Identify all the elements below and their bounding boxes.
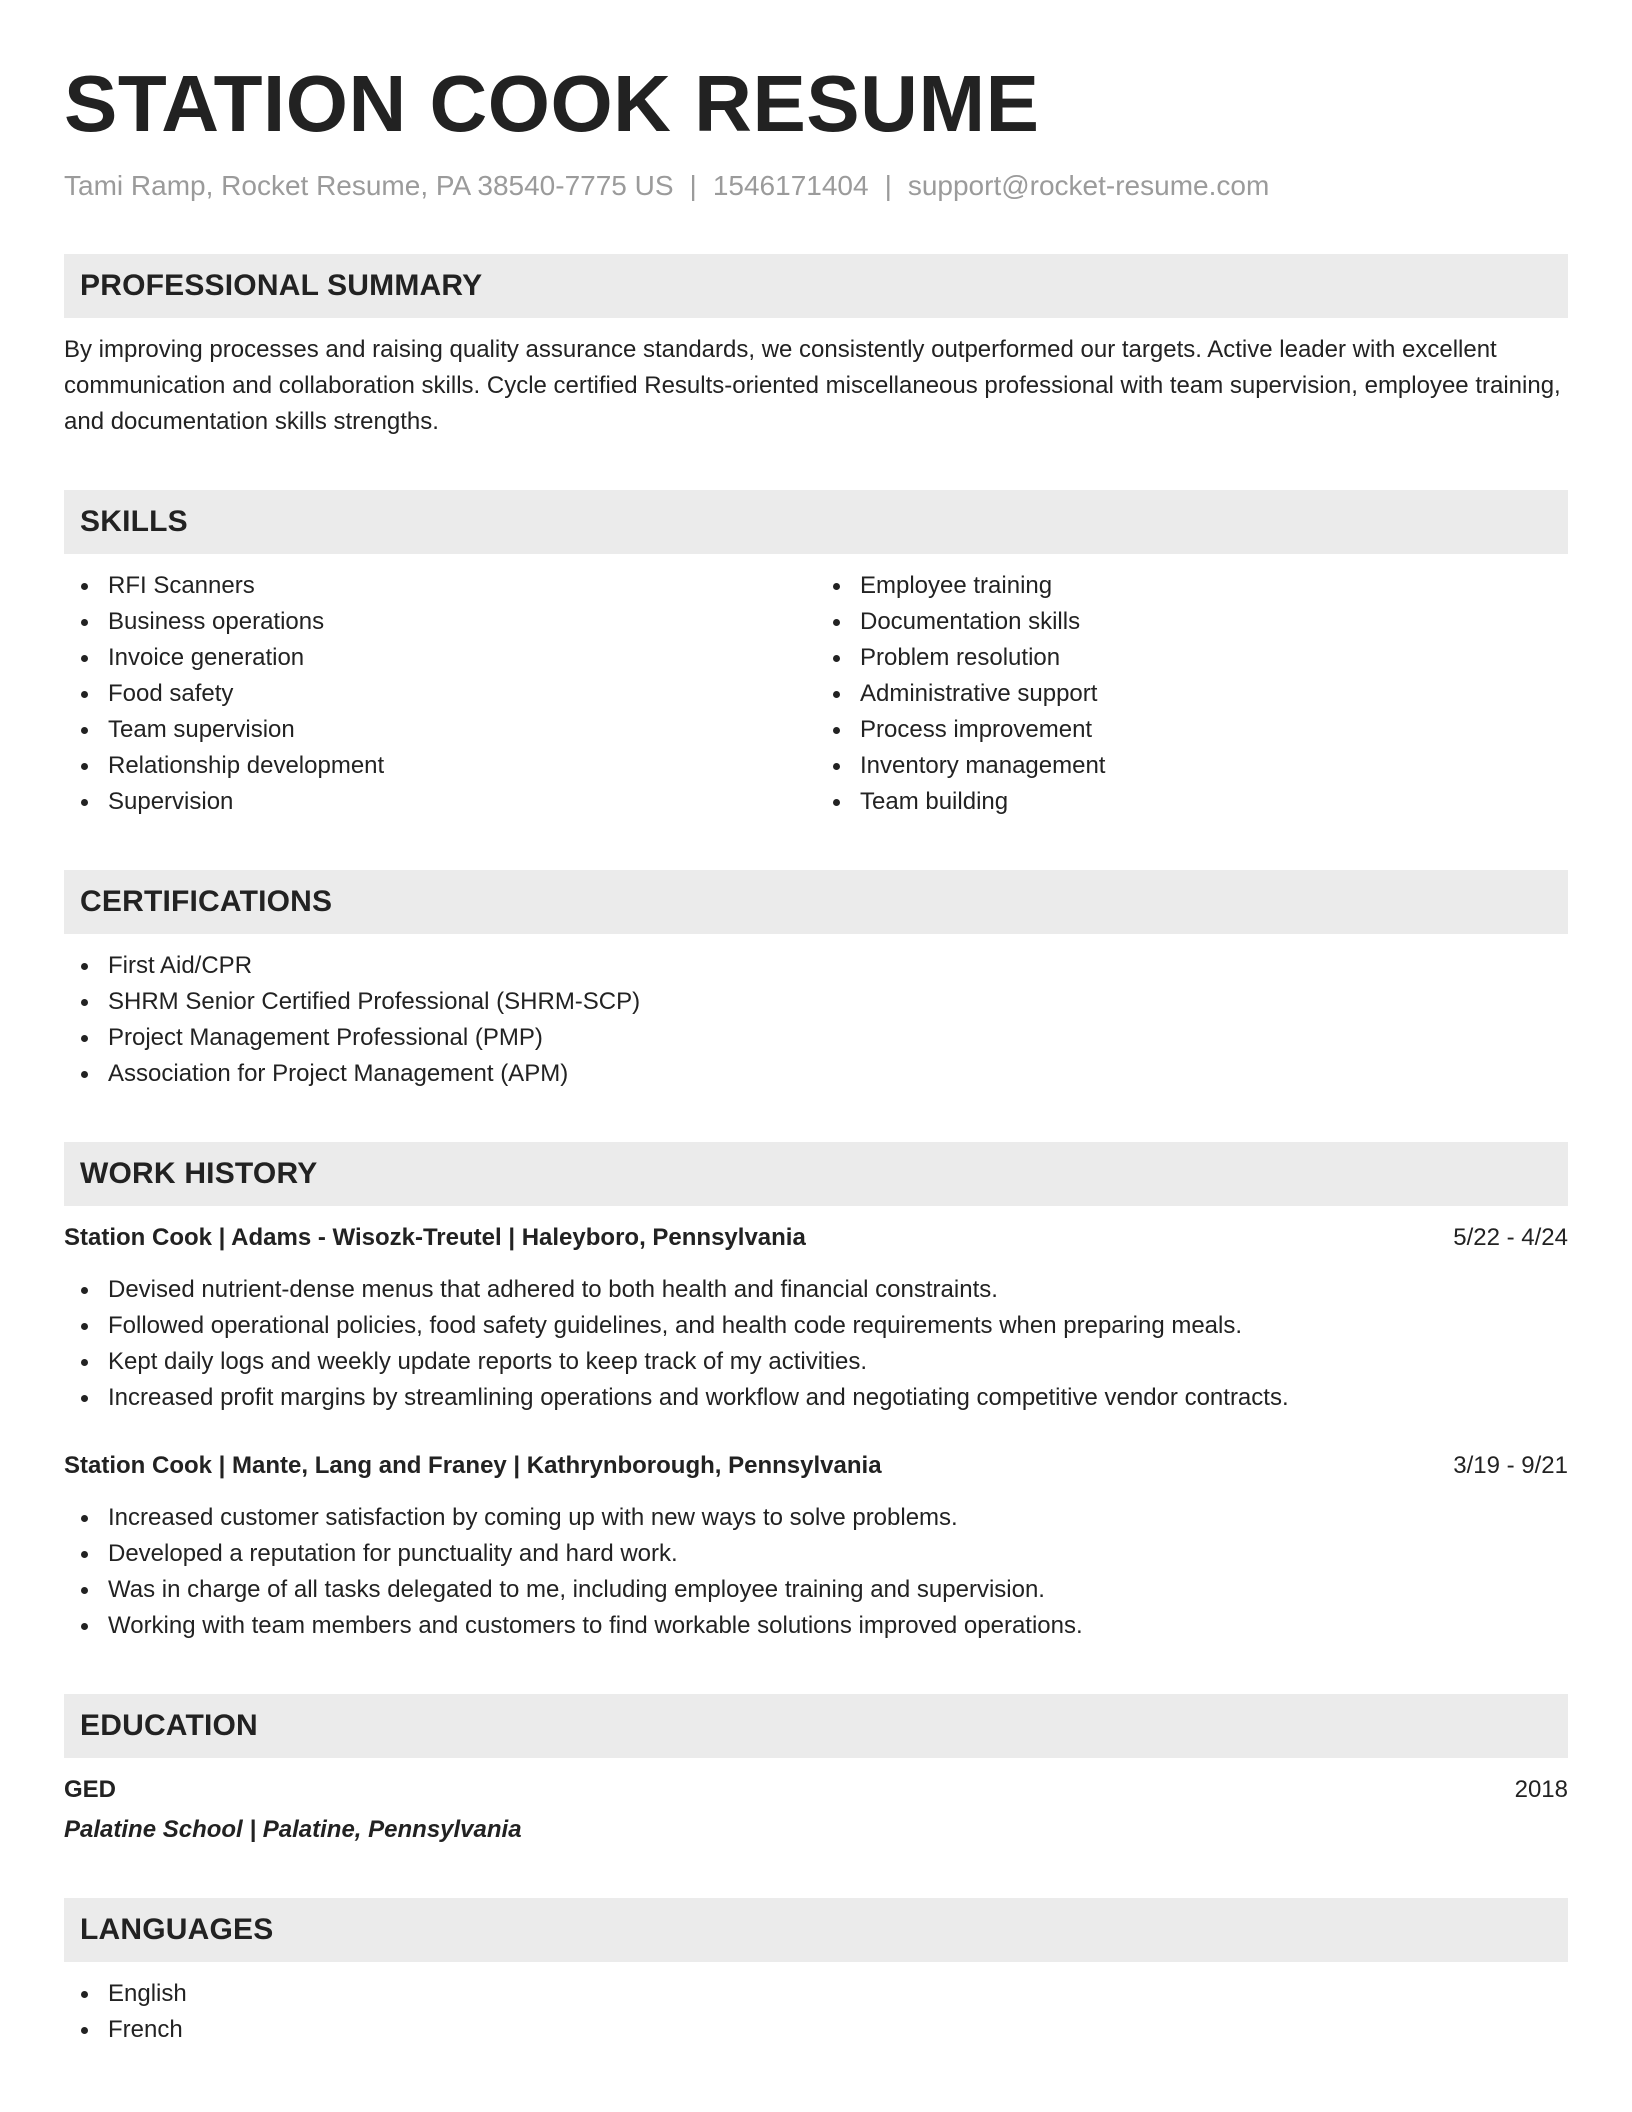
list-item: Administrative support: [860, 676, 1568, 712]
list-item: Association for Project Management (APM): [108, 1056, 1568, 1092]
list-item: RFI Scanners: [108, 568, 816, 604]
contact-separator: |: [689, 170, 697, 201]
education-degree: GED: [64, 1776, 117, 1803]
job-dates: 3/19 - 9/21: [1453, 1452, 1568, 1479]
list-item: Documentation skills: [860, 604, 1568, 640]
job-entry: [64, 1220, 1568, 1416]
list-item: Project Management Professional (PMP): [108, 1020, 1568, 1056]
section-heading-work-history: WORK HISTORY: [64, 1142, 1568, 1206]
section-heading-skills: SKILLS: [64, 490, 1568, 554]
contact-line: [64, 168, 1568, 204]
list-item: Devised nutrient-dense menus that adhered to both health and financial constraints.: [108, 1272, 1568, 1308]
list-item: Employee training: [860, 568, 1568, 604]
contact-separator: |: [884, 170, 892, 201]
list-item: Team supervision: [108, 712, 816, 748]
list-item: French: [108, 2012, 1568, 2048]
list-item: First Aid/CPR: [108, 948, 1568, 984]
list-item: Problem resolution: [860, 640, 1568, 676]
job-header: [64, 1220, 1568, 1256]
contact-email: support@rocket-resume.com: [907, 170, 1270, 201]
education-school: Palatine School | Palatine, Pennsylvania: [64, 1816, 522, 1843]
resume-page: [64, 58, 1568, 2048]
job-title: Station Cook | Mante, Lang and Franey | Kathrynborough, Pennsylvania: [64, 1452, 882, 1479]
education-header: [64, 1772, 1568, 1808]
contact-address: Tami Ramp, Rocket Resume, PA 38540-7775 US: [64, 170, 674, 201]
list-item: Business operations: [108, 604, 816, 640]
list-item: Was in charge of all tasks delegated to me, including employee training and supervision.: [108, 1572, 1568, 1608]
list-item: Team building: [860, 784, 1568, 820]
list-item: Followed operational policies, food safety guidelines, and health code requirements when preparing meals.: [108, 1308, 1568, 1344]
list-item: Increased profit margins by streamlining operations and workflow and negotiating competitive vendor contracts.: [108, 1380, 1568, 1416]
list-item: Invoice generation: [108, 640, 816, 676]
resume-title: STATION COOK RESUME: [64, 59, 1040, 148]
list-item: Developed a reputation for punctuality and hard work.: [108, 1536, 1568, 1572]
list-item: Food safety: [108, 676, 816, 712]
list-item: Inventory management: [860, 748, 1568, 784]
contact-phone: 1546171404: [712, 170, 869, 201]
job-bullets: [64, 1500, 1568, 1644]
languages-list: [64, 1976, 1568, 2048]
job-header: [64, 1448, 1568, 1484]
certifications-list: [64, 948, 1568, 1092]
list-item: Relationship development: [108, 748, 816, 784]
job-dates: 5/22 - 4/24: [1453, 1224, 1568, 1251]
summary-text: By improving processes and raising quality assurance standards, we consistently outperformed our targets. Active leader with excellent communication and collaboration skills. Cycle certified Results-oriented miscellaneous professional with team supervision, employee training, and documentation skills strengths.: [64, 336, 1561, 435]
section-heading-education: EDUCATION: [64, 1694, 1568, 1758]
list-item: SHRM Senior Certified Professional (SHRM-SCP): [108, 984, 1568, 1020]
job-entry: [64, 1448, 1568, 1644]
job-bullets: [64, 1272, 1568, 1416]
section-heading-summary: PROFESSIONAL SUMMARY: [64, 254, 1568, 318]
education-year: 2018: [1514, 1776, 1568, 1803]
list-item: Supervision: [108, 784, 816, 820]
skills-list-left: [64, 568, 816, 820]
section-heading-certifications: CERTIFICATIONS: [64, 870, 1568, 934]
section-heading-languages: LANGUAGES: [64, 1898, 1568, 1962]
list-item: English: [108, 1976, 1568, 2012]
job-title: Station Cook | Adams - Wisozk-Treutel | Haleyboro, Pennsylvania: [64, 1224, 806, 1251]
list-item: Increased customer satisfaction by coming up with new ways to solve problems.: [108, 1500, 1568, 1536]
list-item: Process improvement: [860, 712, 1568, 748]
list-item: Kept daily logs and weekly update reports to keep track of my activities.: [108, 1344, 1568, 1380]
skills-list-right: [816, 568, 1568, 820]
skills-grid: [64, 554, 1568, 820]
list-item: Working with team members and customers to find workable solutions improved operations.: [108, 1608, 1568, 1644]
